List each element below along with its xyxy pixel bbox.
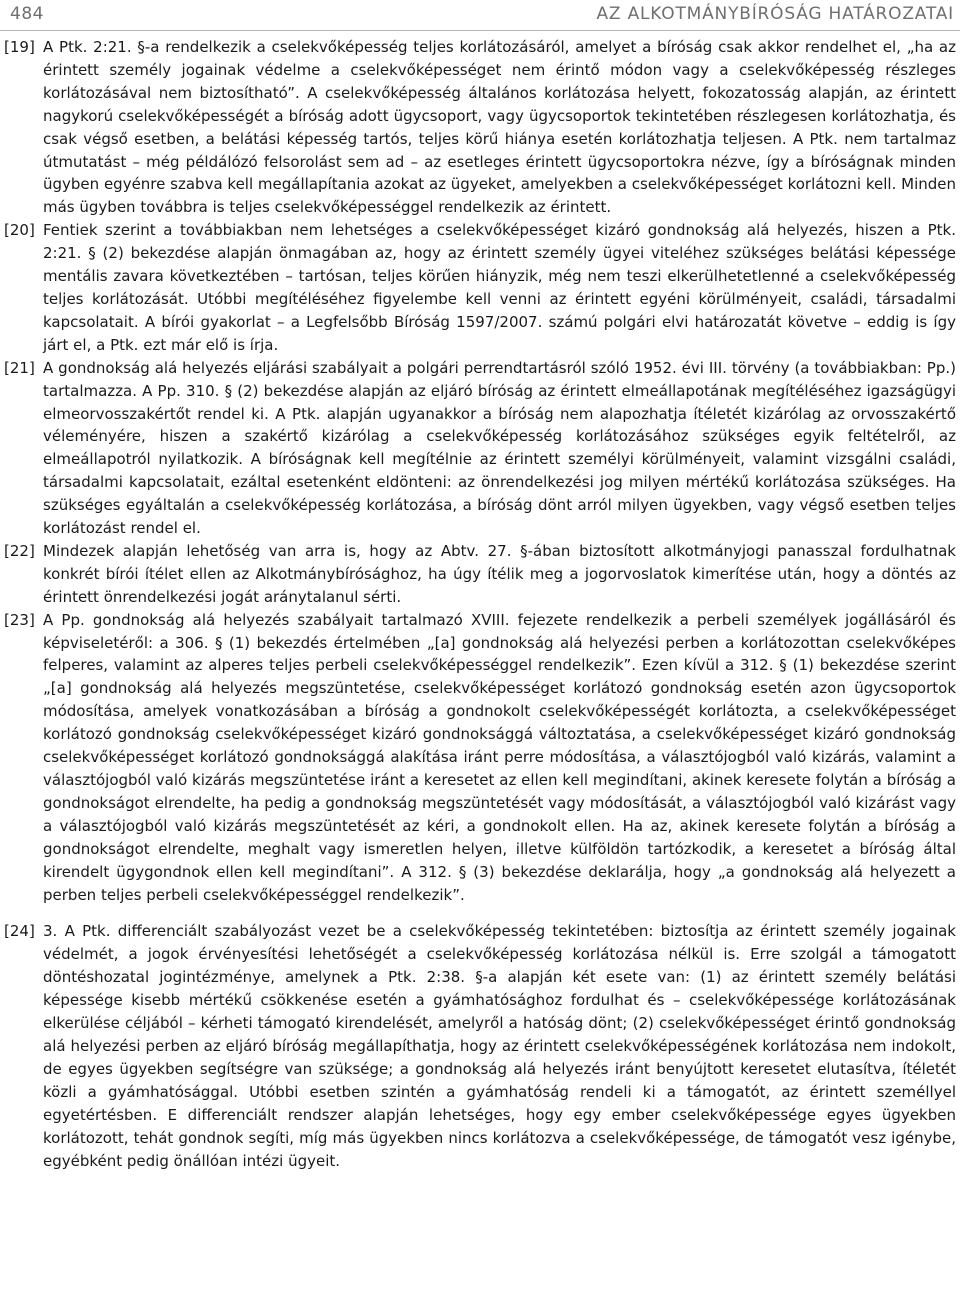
paragraph-number: [19] xyxy=(4,38,35,56)
paragraph-19 xyxy=(0,36,960,219)
paragraph-23 xyxy=(0,609,960,907)
paragraph-number: [20] xyxy=(4,221,35,240)
paragraph-number: [23] xyxy=(4,610,35,629)
paragraph-20 xyxy=(0,219,960,356)
paragraph-22 xyxy=(0,540,960,609)
document-body xyxy=(0,36,960,1172)
running-title: AZ ALKOTMÁNYBÍRÓSÁG HATÁROZATAI xyxy=(596,4,954,24)
paragraph-text: 3. A Ptk. differenciált szabályozást vezet be a cselekvőképesség tekintetében: biztosítja az érintett személy jogainak védelmét, a jogok érvényesítési lehetőségét a cselekvőképesség korlátozása nélkül is. Erre szolgál a támogatott döntéshozatal jogintézménye, amelynek a Ptk. 2:38. §-a alapján két esete van: (1) az érintett személy belátási képessége kisebb mértékű csökkenése esetén a gyámhatósághoz fordulhat és – cselekvőképessége korlátozásának elkerülése céljából – kérheti támogató kirendelését, amelyről a hatóság dönt; (2) cselekvőképességet érintő gondnokság alá helyezési perben az eljáró bíróság megállapíthatja, hogy az érintett cselekvőképességének korlátozása nem indokolt, de egyes ügyekben segítségre van szüksége; a gondnokság alá helyezés iránt benyújtott keresetet elutasítva, ítéletét közli a gyámhatósággal. Utóbbi esetben szintén a gyámhatóság rendeli ki a támogatót, az érintett személlyel egyetértésben. E differenciált rendszer alapján lehetséges, hogy egy ember cselekvőképessége egyes ügyekben korlátozott, tehát gondnok segíti, míg más ügyekben nincs korlátozva a cselekvőképessége, de támogatót vesz igénybe, egyébként pedig önállóan intézi ügyeit. xyxy=(43,922,956,1170)
paragraph-number: [21] xyxy=(4,358,35,377)
paragraph-number: [22] xyxy=(4,541,35,560)
paragraph-24 xyxy=(0,920,960,1172)
paragraph-text: A gondnokság alá helyezés eljárási szabályait a polgári perrendtartásról szóló 1952. évi III. törvény (a továbbiakban: Pp.) tartalmazza. A Pp. 310. § (2) bekezdése alapján az eljáró bíróság az érintett elmeállapotának megítéléséhez igazságügyi elmeorvosszakértőt rendel ki. A Ptk. alapján ugyanakkor a bíróság nem alapozhatja ítéletét kizárólag az orvosszakértő véleményére, hiszen a szakértő kizárólag a cselekvőképesség korlátozásához szükséges egyik feltételről, az elmeállapotról nyilatkozik. A bíróságnak kell megítélnie az érintett személyi körülményeit, valamint vizsgálni családi, társadalmi kapcsolatait, ezáltal esetenként eldönteni: az önrendelkezési jog milyen mértékű korlátozása szükséges. Ha szükséges egyáltalán a cselekvőképesség korlátozása, a bíróság dönt arról milyen ügyekben, vagy végső esetben teljes korlátozást rendel el. xyxy=(43,358,956,538)
paragraph-21 xyxy=(0,357,960,540)
paragraph-number: [24] xyxy=(4,922,35,941)
paragraph-text: A Pp. gondnokság alá helyezés szabályait tartalmazó XVIII. fejezete rendelkezik a perbeli személyek jogállásáról és képviseletéről: a 306. § (1) bekezdés értelmében „[a] gondnokság alá helyezési perben a korlátozottan cselekvőképes felperes, valamint az alperes teljes perbeli cselekvőképességgel rendelkezik”. Ezen kívül a 312. § (1) bekezdése szerint „[a] gondnokság alá helyezés megszüntetése, cselekvőképességet korlátozó gondnokság esetén azon ügycsoportok módosítása, amelyek vonatkozásában a bíróság a gondnokolt cselekvőképességét korlátozta, a cselekvőképességet korlátozó gondnokság cselekvőképességet kizáró gondnoksággá változtatása, a cselekvőképességet kizáró gondnokság cselekvőképességet korlátozó gondnoksággá alakítása iránt perre módosítása, a választójogból való kizárás, valamint a választójogból való kizárás megszüntetése iránt a keresetet az ellen kell megindítani, akinek keresete folytán a bíróság a gondnokságot elrendelte, ha pedig a gondnokság megszüntetését vagy módosítását, a választójogból való kizárást vagy a választójogból való kizárás megszüntetését az kéri, a gondnokolt ellen. Ha az, akinek keresete folytán a bíróság a gondnokságot elrendelte, meghalt vagy ismeretlen helyen, illetve külföldön tartózkodik, a keresetet a bíróság által kirendelt ügygondnok ellen kell megindítani”. A 312. § (3) bekezdése deklarálja, hogy „a gondnokság alá helyezett a perben teljes perbeli cselekvőképességgel rendelkezik”. xyxy=(43,610,956,904)
paragraph-text: Mindezek alapján lehetőség van arra is, hogy az Abtv. 27. §-ában biztosított alkotmányjogi panasszal fordulhatnak konkrét bírói ítélet ellen az Alkotmánybírósághoz, ha úgy ítélik meg a jogorvoslatok kimerítése után, hogy a döntés az érintett önrendelkezési jogát aránytalanul sérti. xyxy=(43,541,956,606)
page-number: 484 xyxy=(10,4,44,24)
paragraph-text: Fentiek szerint a továbbiakban nem lehetséges a cselekvőképességet kizáró gondnokság alá helyezés, hiszen a Ptk. 2:21. § (2) bekezdése alapján önmagában az, hogy az érintett személy ügyei viteléhez szükséges belátási képessége mentális zavara következtében – tartósan, teljes körűen hiányzik, még nem teszi elkerülhetetlenné a cselekvőképesség teljes korlátozását. Utóbbi megítéléséhez figyelembe kell venni az érintett egyéni körülményeit, családi, társadalmi kapcsolatait. A bírói gyakorlat – a Legfelsőbb Bíróság 1597/2007. számú polgári elvi határozatát követve – eddig is így járt el, a Ptk. ezt már elő is írja. xyxy=(43,221,956,354)
header-rule xyxy=(0,30,960,31)
paragraph-text: A Ptk. 2:21. §-a rendelkezik a cselekvőképesség teljes korlátozásáról, amelyet a bíróság csak akkor rendelhet el, „ha az érintett személy jogainak védelme a cselekvőképességet nem érintő módon vagy a cselekvőképesség részleges korlátozásával nem biztosítható”. A cselekvőképesség általános korlátozása helyett, fokozatosság alapján, az érintett nagykorú cselekvőképességét a bíróság adott ügycsoport, vagy ügycsoportok tekintetében részlegesen korlátozhatja, és csak végső esetben, a belátási képesség tartós, teljes körű hiánya esetén korlátozhatja teljesen. A Ptk. nem tartalmaz útmutatást – még példálózó felsorolást sem ad – az esetleges érintett ügycsoportokra nézve, így a bíróságnak minden ügyben egyénre szabva kell megállapítania azokat az ügyeket, amelyekben a cselekvőképességet korlátozni kell. Minden más ügyben továbbra is teljes cselekvőképességgel rendelkezik az érintett. xyxy=(43,38,956,217)
